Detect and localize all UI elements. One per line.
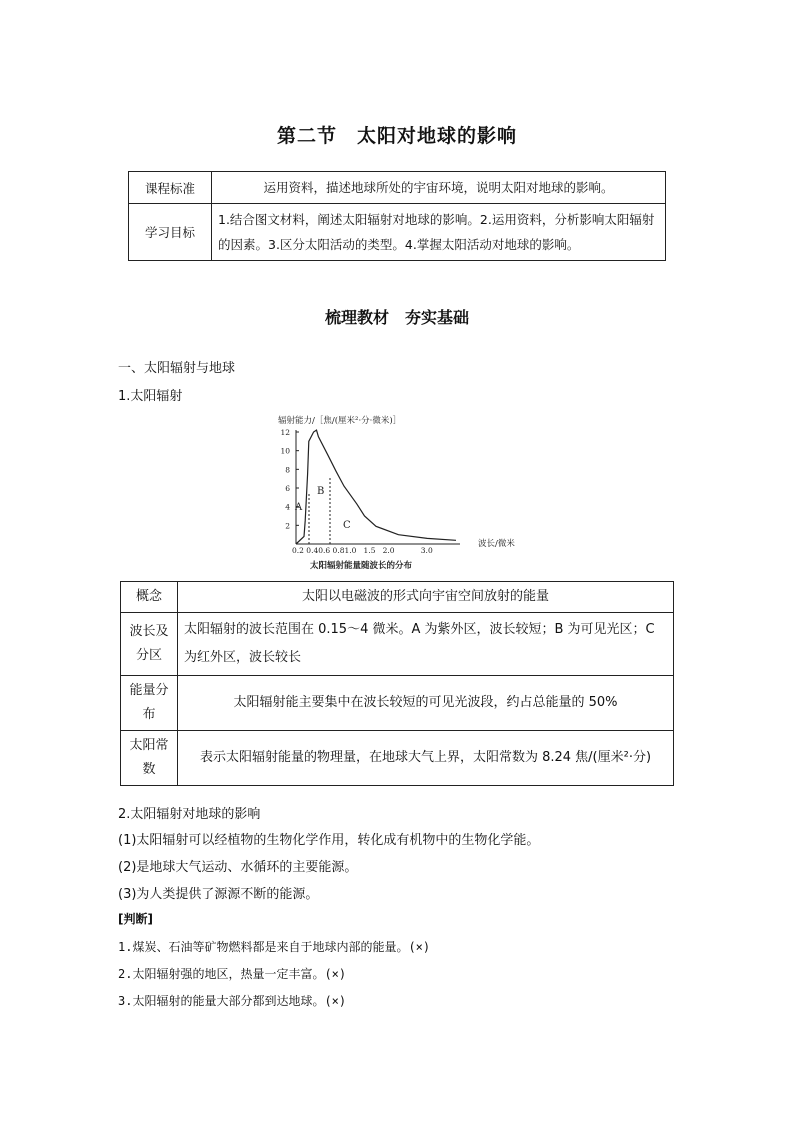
heading-1-2: 2.太阳辐射对地球的影响 [118, 807, 261, 822]
region-label-a: A [295, 502, 303, 513]
region-label-b: B [317, 486, 325, 497]
y-tick-label: 6 [285, 484, 290, 493]
heading-1: 一、太阳辐射与地球 [118, 361, 236, 376]
chart-xlabel: 波长/微米 [478, 539, 515, 549]
chart-title: 太阳辐射能量随波长的分布 [310, 561, 413, 571]
standard-label: 课程标准 [129, 172, 212, 204]
standard-text: 运用资料，描述地球所处的宇宙环境，说明太阳对地球的影响。 [212, 172, 666, 204]
y-tick-label: 2 [285, 521, 290, 531]
effect-item: (2)是地球大气运动、水循环的主要能源。 [118, 860, 358, 875]
radiation-chart [270, 410, 530, 575]
wavelength-label: 波长及分区 [121, 613, 178, 676]
energy-label: 能量分布 [121, 676, 178, 731]
y-tick-label: 10 [280, 446, 290, 456]
y-tick-label: 8 [285, 465, 290, 475]
page-title: 第二节 太阳对地球的影响 [276, 125, 517, 147]
wavelength-text: 太阳辐射的波长范围在 0.15～4 微米。A 为紫外区，波长较短；B 为可见光区；C 为红外区，波长较长 [178, 613, 674, 676]
effect-item: (1)太阳辐射可以经植物的生物化学作用，转化成有机物中的生物化学能。 [118, 833, 540, 848]
radiation-table [120, 581, 674, 786]
goal-label: 学习目标 [129, 204, 212, 261]
judge-item: 1.煤炭、石油等矿物燃料都是来自于地球内部的能量。(×) [118, 940, 431, 954]
table-row [129, 172, 666, 204]
goal-text: 1.结合图文材料，阐述太阳辐射对地球的影响。2.运用资料，分析影响太阳辐射的因素。3.区分太阳活动的类型。4.掌握太阳活动对地球的影响。 [212, 204, 666, 261]
x-tick-labels: 0.2 0.40.6 0.81.0 1.5 2.0 3.0 [292, 546, 433, 555]
table-row [129, 204, 666, 261]
region-label-c: C [343, 520, 351, 531]
concept-label: 概念 [121, 582, 178, 613]
effect-item: (3)为人类提供了源源不断的能源。 [118, 887, 319, 902]
table-row [121, 731, 674, 786]
concept-text: 太阳以电磁波的形式向宇宙空间放射的能量 [178, 582, 674, 613]
energy-text: 太阳辐射能主要集中在波长较短的可见光波段，约占总能量的 50% [178, 676, 674, 731]
judge-item: 3.太阳辐射的能量大部分都到达地球。(×) [118, 994, 347, 1008]
heading-1-1: 1.太阳辐射 [118, 389, 183, 404]
constant-label: 太阳常数 [121, 731, 178, 786]
table-row [121, 582, 674, 613]
table-row [121, 613, 674, 676]
y-tick-label: 12 [280, 428, 290, 437]
table-row [121, 676, 674, 731]
judge-title: [判断] [118, 912, 153, 926]
chart-ylabel: 辐射能力/［焦/(厘米²·分·微米)］ [278, 416, 402, 426]
judge-item: 2.太阳辐射强的地区，热量一定丰富。(×) [118, 967, 347, 981]
constant-text: 表示太阳辐射能量的物理量，在地球大气上界，太阳常数为 8.24 焦/(厘米²·分) [178, 731, 674, 786]
y-tick-label: 4 [285, 502, 290, 512]
section-title: 梳理教材 夯实基础 [324, 308, 469, 327]
standards-table [128, 171, 666, 261]
